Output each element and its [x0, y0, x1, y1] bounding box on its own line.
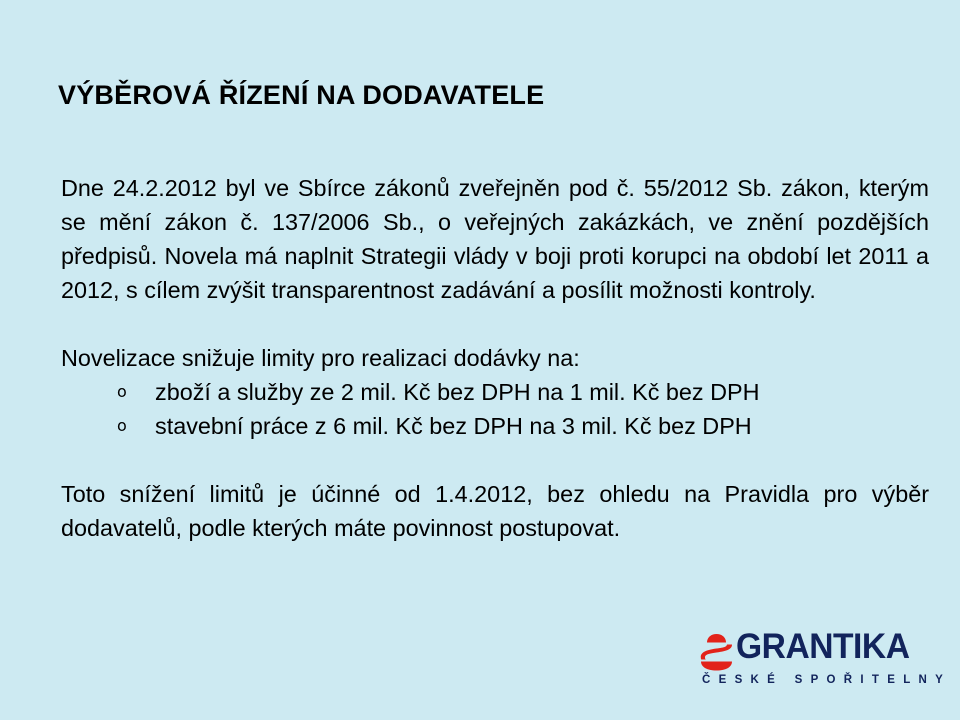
hollow-circle-bullet-icon: o	[117, 382, 127, 401]
list-item-text: stavební práce z 6 mil. Kč bez DPH na 3 mil. Kč bez DPH	[155, 413, 752, 439]
logo-subtitle: ČESKÉ SPOŘITELNY	[702, 674, 952, 686]
slide-title: VÝBĚROVÁ ŘÍZENÍ NA DODAVATELE	[58, 80, 545, 110]
grantika-logo	[700, 627, 952, 692]
paragraph-spacer	[61, 443, 929, 477]
paragraph-law-amendment: Dne 24.2.2012 byl ve Sbírce zákonů zveřejněn pod č. 55/2012 Sb. zákon, kterým se mění zákon č. 137/2006 Sb., o veřejných zakázkách, ve znění pozdějších předpisů. Novela má naplnit Strategii vlády v boji proti korupci na období let 2011 a 2012, s cílem zvýšit transparentnost zadávání a posílit možnosti kontroly.	[61, 175, 929, 303]
logo-wordmark: GRANTIKA	[736, 627, 910, 666]
paragraph-limits-intro: Novelizace snižuje limity pro realizaci dodávky na:	[61, 345, 580, 371]
list-item	[61, 375, 929, 409]
hollow-circle-bullet-icon: o	[117, 416, 127, 435]
limits-list	[61, 375, 929, 443]
list-item-text: zboží a služby ze 2 mil. Kč bez DPH na 1 mil. Kč bez DPH	[155, 379, 760, 405]
paragraph-effective-date: Toto snížení limitů je účinné od 1.4.2012, bez ohledu na Pravidla pro výběr dodavatelů, podle kterých máte povinnost postupovat.	[61, 481, 929, 541]
slide-content	[61, 171, 929, 545]
paragraph-spacer	[61, 307, 929, 341]
list-item	[61, 409, 929, 443]
ceska-sporitelna-s-symbol-icon	[700, 633, 733, 671]
